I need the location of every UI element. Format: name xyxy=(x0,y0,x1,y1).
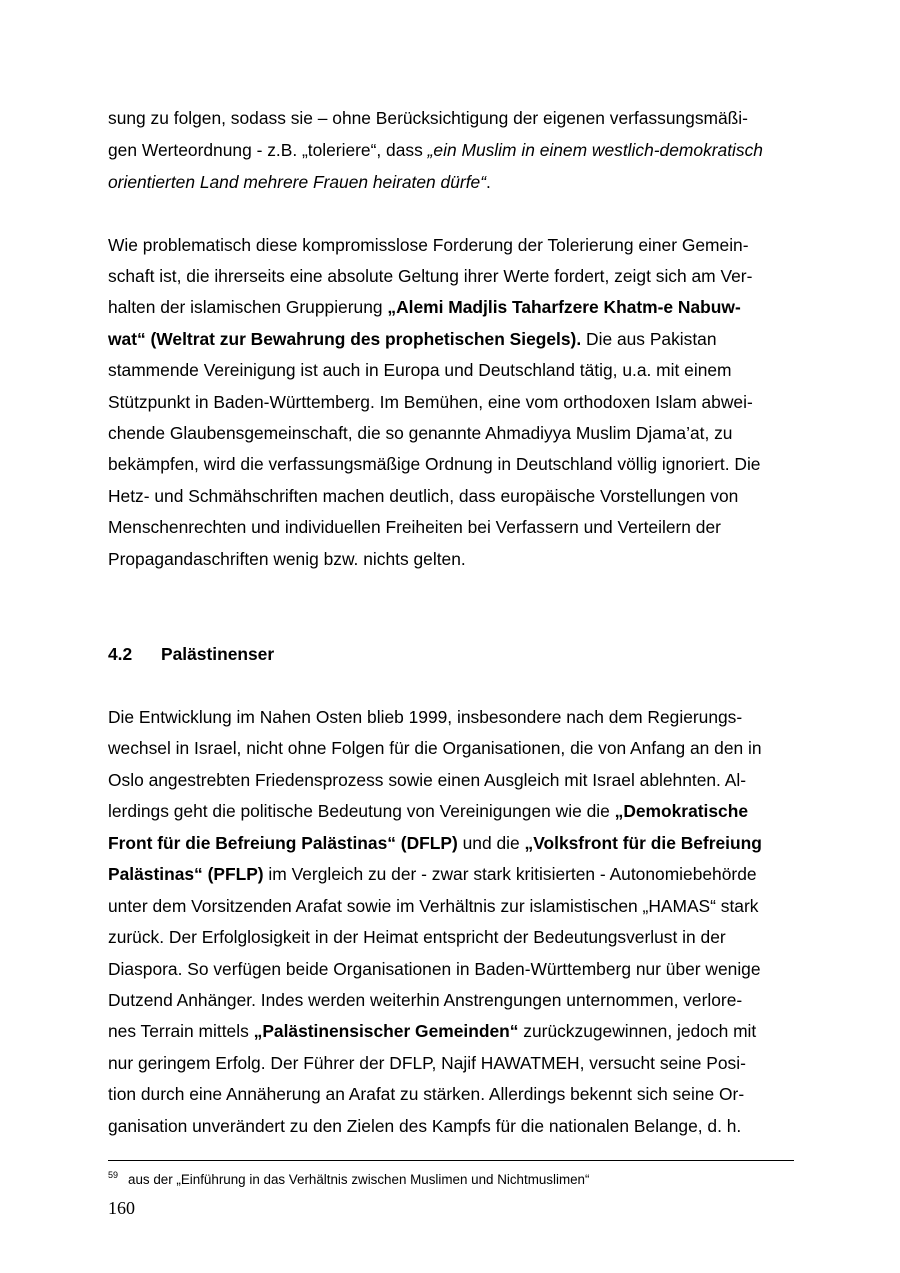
text-line: Diaspora. So verfügen beide Organisationen in Baden-Württemberg nur über wenige xyxy=(108,959,761,979)
text-line: lerdings geht die politische Bedeutung von Vereinigungen wie die „Demokratische xyxy=(108,801,749,821)
text-line: Dutzend Anhänger. Indes werden weiterhin Anstrengungen unternommen, verlore- xyxy=(108,990,743,1010)
text-line: wat“ (Weltrat zur Bewahrung des prophetischen Siegels). Die aus Pakistan xyxy=(108,329,717,349)
footnote xyxy=(108,1166,589,1189)
footnote-text: aus der „Einführung in das Verhältnis zwischen Muslimen und Nichtmuslimen“ xyxy=(128,1172,590,1187)
text-line: sung zu folgen, sodass sie – ohne Berücksichtigung der eigenen verfassungsmäßi- xyxy=(108,108,748,128)
text-line: Wie problematisch diese kompromisslose Forderung der Tolerierung einer Gemein- xyxy=(108,235,749,255)
text-line: gen Werteordnung - z.B. „toleriere“, dass „ein Muslim in einem westlich-demokratisch xyxy=(108,140,763,160)
text-line: wechsel in Israel, nicht ohne Folgen für die Organisationen, die von Anfang an den in xyxy=(108,738,762,758)
text-line: halten der islamischen Gruppierung „Alemi Madjlis Taharfzere Khatm-e Nabuw- xyxy=(108,297,741,317)
footnote-number: 59 xyxy=(108,1170,119,1180)
text-line: Hetz- und Schmähschriften machen deutlich, dass europäische Vorstellungen von xyxy=(108,486,739,506)
text-line: nes Terrain mittels „Palästinensischer Gemeinden“ zurückzugewinnen, jedoch mit xyxy=(108,1021,757,1041)
text-line: orientierten Land mehrere Frauen heiraten dürfe“. xyxy=(108,172,491,192)
section-title: Palästinenser xyxy=(161,644,275,664)
footnote-separator xyxy=(108,1160,794,1161)
text-line: nur geringem Erfolg. Der Führer der DFLP, Najif HAWATMEH, versucht seine Posi- xyxy=(108,1053,746,1073)
text-line: bekämpfen, wird die verfassungsmäßige Ordnung in Deutschland völlig ignoriert. Die xyxy=(108,454,761,474)
text-line: Oslo angestrebten Friedensprozess sowie einen Ausgleich mit Israel ablehnten. Al- xyxy=(108,770,747,790)
page-number: 160 xyxy=(108,1198,135,1218)
section-number: 4.2 xyxy=(108,644,133,664)
text-line: Die Entwicklung im Nahen Osten blieb 1999, insbesondere nach dem Regierungs- xyxy=(108,707,743,727)
text-line: unter dem Vorsitzenden Arafat sowie im Verhältnis zur islamistischen „HAMAS“ stark xyxy=(108,896,759,916)
text-line: Propagandaschriften wenig bzw. nichts gelten. xyxy=(108,549,466,569)
text-line: Menschenrechten und individuellen Freiheiten bei Verfassern und Verteilern der xyxy=(108,517,721,537)
text-line: zurück. Der Erfolglosigkeit in der Heimat entspricht der Bedeutungsverlust in der xyxy=(108,927,726,947)
text-line: ganisation unverändert zu den Zielen des Kampfs für die nationalen Belange, d. h. xyxy=(108,1116,742,1136)
text-line: tion durch eine Annäherung an Arafat zu stärken. Allerdings bekennt sich seine Or- xyxy=(108,1084,745,1104)
text-line: stammende Vereinigung ist auch in Europa und Deutschland tätig, u.a. mit einem xyxy=(108,360,732,380)
text-line: Stützpunkt in Baden-Württemberg. Im Bemühen, eine vom orthodoxen Islam abwei- xyxy=(108,392,753,412)
text-line: Front für die Befreiung Palästinas“ (DFLP) und die „Volksfront für die Befreiung xyxy=(108,833,762,853)
text-line: schaft ist, die ihrerseits eine absolute Geltung ihrer Werte fordert, zeigt sich am Ver- xyxy=(108,266,753,286)
text-line: Palästinas“ (PFLP) im Vergleich zu der - zwar stark kritisierten - Autonomiebehörde xyxy=(108,864,757,884)
text-line: chende Glaubensgemeinschaft, die so genannte Ahmadiyya Muslim Djama’at, zu xyxy=(108,423,733,443)
